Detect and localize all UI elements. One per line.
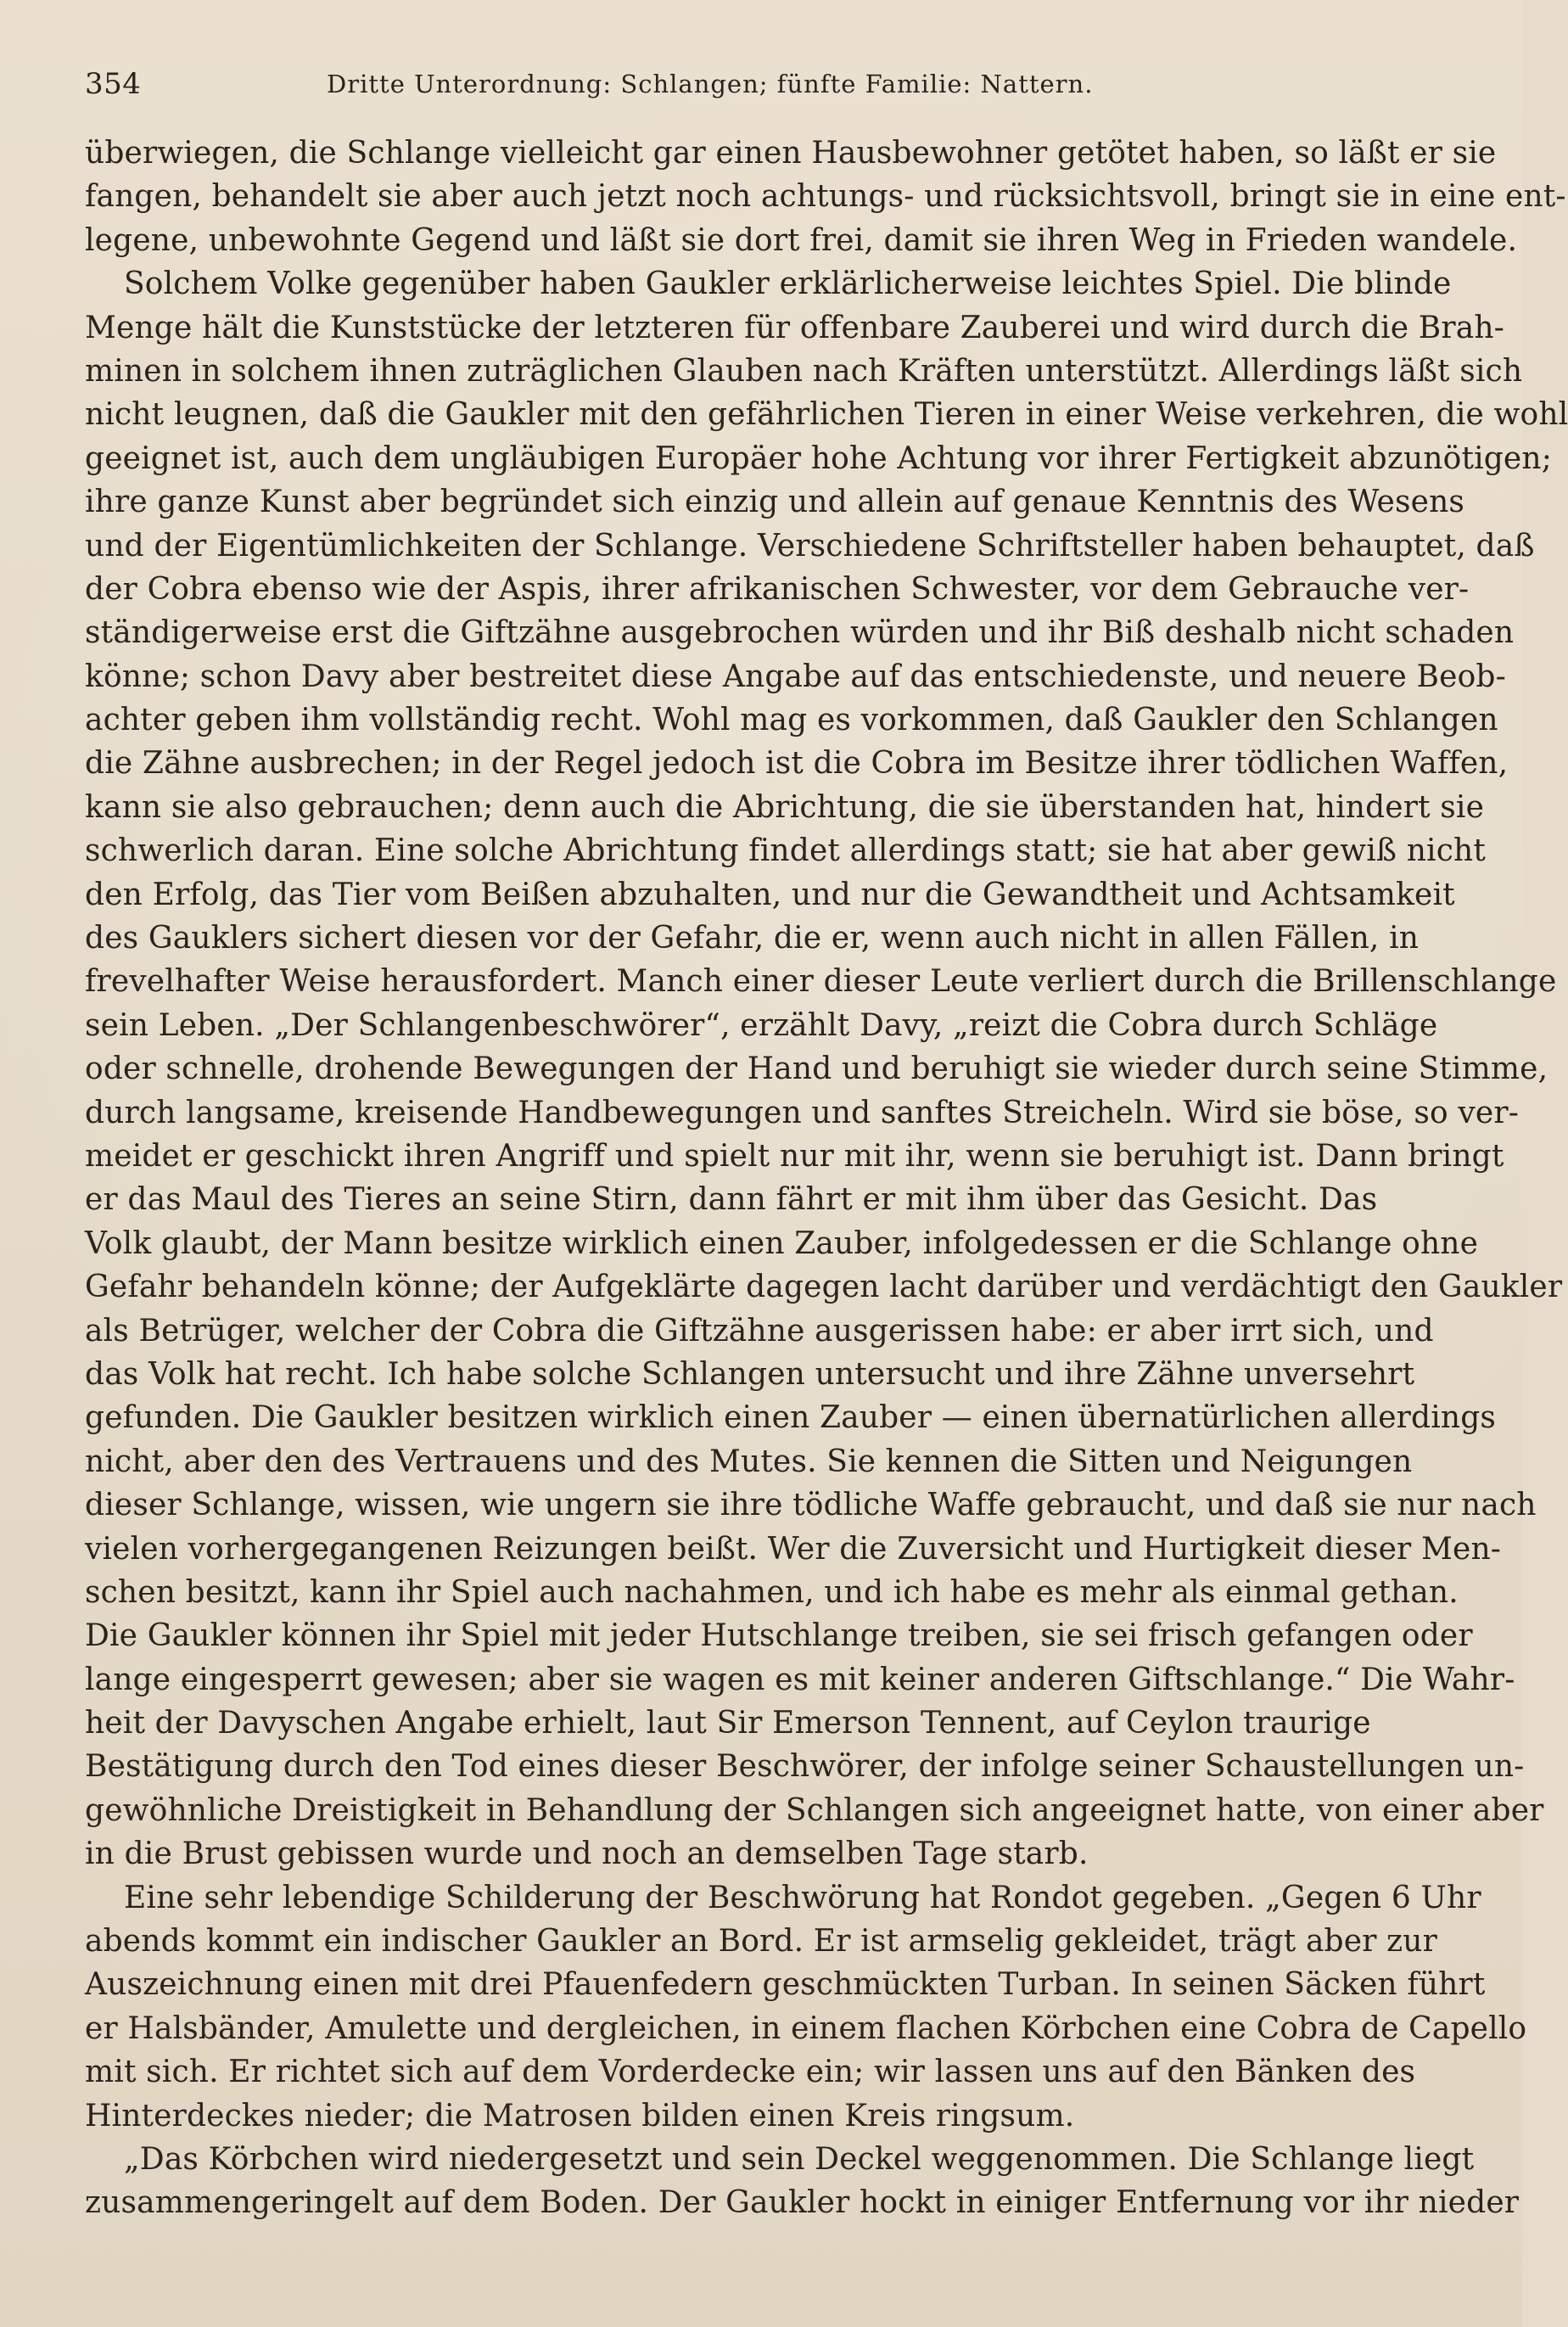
text-line: er Halsbänder, Amulette und dergleichen, in einem flachen Körbchen eine Cobra de Capello: [85, 2010, 1527, 2046]
paragraph: [85, 132, 1566, 262]
text-line: und der Eigentümlichkeiten der Schlange. Verschiedene Schriftsteller haben behauptet, daß: [85, 528, 1535, 564]
paragraph: [85, 1876, 1527, 2138]
text-line: ständigerweise erst die Giftzähne ausgebrochen würden und ihr Biß deshalb nicht schaden: [85, 615, 1515, 651]
text-line: frevelhafter Weise herausfordert. Manch einer dieser Leute verliert durch die Brillenschlange: [85, 964, 1557, 1000]
text-line: ihre ganze Kunst aber begründet sich einzig und allein auf genaue Kenntnis des Wesens: [85, 485, 1465, 520]
text-line: dieser Schlange, wissen, wie ungern sie ihre tödliche Waffe gebraucht, und daß sie nur nach: [85, 1488, 1537, 1523]
text-line: könne; schon Davy aber bestreitet diese Angabe auf das entschiedenste, und neuere Beob-: [85, 659, 1506, 694]
text-line: die Zähne ausbrechen; in der Regel jedoch ist die Cobra im Besitze ihrer tödlichen Waffen,: [85, 746, 1509, 782]
text-line: das Volk hat recht. Ich habe solche Schlangen untersucht und ihre Zähne unversehrt: [85, 1356, 1415, 1392]
text-line: schwerlich daran. Eine solche Abrichtung findet allerdings statt; sie hat aber gewiß nicht: [85, 833, 1486, 869]
text-line: des Gauklers sichert diesen vor der Gefahr, die er, wenn auch nicht in allen Fällen, in: [85, 921, 1420, 956]
text-line: Volk glaubt, der Mann besitze wirklich einen Zauber, infolgedessen er die Schlange ohne: [85, 1225, 1479, 1261]
text-line: überwiegen, die Schlange vielleicht gar einen Hausbewohner getötet haben, so läßt er sie: [85, 136, 1497, 171]
text-line: Solchem Volke gegenüber haben Gaukler erklärlicherweise leichtes Spiel. Die blinde: [124, 266, 1452, 302]
text-line: zusammengeringelt auf dem Boden. Der Gaukler hockt in einiger Entfernung vor ihr nieder: [85, 2185, 1520, 2221]
page-number: 354: [85, 67, 142, 101]
paragraph: [85, 2138, 1520, 2225]
text-line: nicht, aber den des Vertrauens und des Mutes. Sie kennen die Sitten und Neigungen: [85, 1444, 1413, 1479]
text-line: in die Brust gebissen wurde und noch an demselben Tage starb.: [85, 1836, 1089, 1872]
text-line: sein Leben. „Der Schlangenbeschwörer“, erzählt Davy, „reizt die Cobra durch Schläge: [85, 1007, 1438, 1043]
text-line: er das Maul des Tieres an seine Stirn, dann fährt er mit ihm über das Gesicht. Das: [85, 1182, 1378, 1218]
text-line: mit sich. Er richtet sich auf dem Vorderdecke ein; wir lassen uns auf den Bänken des: [85, 2055, 1416, 2090]
text-line: durch langsame, kreisende Handbewegungen und sanftes Streicheln. Wird sie böse, so ver-: [85, 1095, 1520, 1130]
text-line: oder schnelle, drohende Bewegungen der Hand und beruhigt sie wieder durch seine Stimme,: [85, 1051, 1548, 1087]
text-line: Auszeichnung einen mit drei Pfauenfedern geschmückten Turban. In seinen Säcken führt: [85, 1967, 1486, 2003]
running-title: Dritte Unterordnung: Schlangen; fünfte Familie: Nattern.: [327, 70, 1094, 98]
text-line: geeignet ist, auch dem ungläubigen Europäer hohe Achtung vor ihrer Fertigkeit abzunötigen;: [85, 440, 1553, 476]
text-line: abends kommt ein indischer Gaukler an Bord. Er ist armselig gekleidet, trägt aber zur: [85, 1924, 1437, 1960]
text-line: vielen vorhergegangenen Reizungen beißt. Wer die Zuversicht und Hurtigkeit dieser Men-: [85, 1531, 1502, 1567]
text-line: achter geben ihm vollständig recht. Wohl mag es vorkommen, daß Gaukler den Schlangen: [85, 703, 1498, 738]
body-text: [85, 132, 1568, 2225]
text-line: Die Gaukler können ihr Spiel mit jeder Hutschlange treiben, sie sei frisch gefangen oder: [85, 1618, 1473, 1654]
text-line: kann sie also gebrauchen; denn auch die Abrichtung, die sie überstanden hat, hindert sie: [85, 789, 1485, 825]
page-header: [85, 66, 1442, 107]
text-line: fangen, behandelt sie aber auch jetzt noch achtungs- und rücksichtsvoll, bringt sie in eine ent-: [85, 179, 1566, 215]
text-line: legene, unbewohnte Gegend und läßt sie dort frei, damit sie ihren Weg in Frieden wandele.: [85, 222, 1518, 258]
text-line: Gefahr behandeln könne; der Aufgeklärte dagegen lacht darüber und verdächtigt den Gaukler: [85, 1270, 1563, 1305]
text-line: gewöhnliche Dreistigkeit in Behandlung der Schlangen sich angeeignet hatte, von einer aber: [85, 1792, 1544, 1828]
text-line: Menge hält die Kunststücke der letzteren für offenbare Zauberei und wird durch die Brah-: [85, 310, 1504, 345]
text-line: als Betrüger, welcher der Cobra die Giftzähne ausgerissen habe: er aber irrt sich, und: [85, 1313, 1434, 1349]
text-line: heit der Davyschen Angabe erhielt, laut Sir Emerson Tennent, auf Ceylon traurige: [85, 1706, 1371, 1741]
text-line: der Cobra ebenso wie der Aspis, ihrer afrikanischen Schwester, vor dem Gebrauche ver-: [85, 571, 1470, 607]
text-line: Bestätigung durch den Tod eines dieser Beschwörer, der infolge seiner Schaustellungen un-: [85, 1749, 1525, 1785]
text-line: den Erfolg, das Tier vom Beißen abzuhalten, und nur die Gewandtheit und Achtsamkeit: [85, 877, 1455, 912]
text-line: Hinterdeckes nieder; die Matrosen bilden einen Kreis ringsum.: [85, 2098, 1075, 2134]
paragraph: [85, 262, 1568, 1876]
text-line: schen besitzt, kann ihr Spiel auch nachahmen, und ich habe es mehr als einmal gethan.: [85, 1574, 1459, 1610]
text-line: gefunden. Die Gaukler besitzen wirklich einen Zauber — einen übernatürlichen allerdings: [85, 1400, 1497, 1436]
text-line: nicht leugnen, daß die Gaukler mit den gefährlichen Tieren in einer Weise verkehren, die wohl: [85, 397, 1568, 433]
text-line: meidet er geschickt ihren Angriff und spielt nur mit ihr, wenn sie beruhigt ist. Dann bringt: [85, 1138, 1504, 1174]
text-line: Eine sehr lebendige Schilderung der Beschwörung hat Rondot gegeben. „Gegen 6 Uhr: [124, 1880, 1481, 1915]
text-line: minen in solchem ihnen zuträglichen Glauben nach Kräften unterstützt. Allerdings läßt sich: [85, 353, 1523, 389]
text-line: „Das Körbchen wird niedergesetzt und sein Deckel weggenommen. Die Schlange liegt: [124, 2141, 1475, 2177]
text-line: lange eingesperrt gewesen; aber sie wagen es mit keiner anderen Giftschlange.“ Die Wahr-: [85, 1662, 1515, 1697]
